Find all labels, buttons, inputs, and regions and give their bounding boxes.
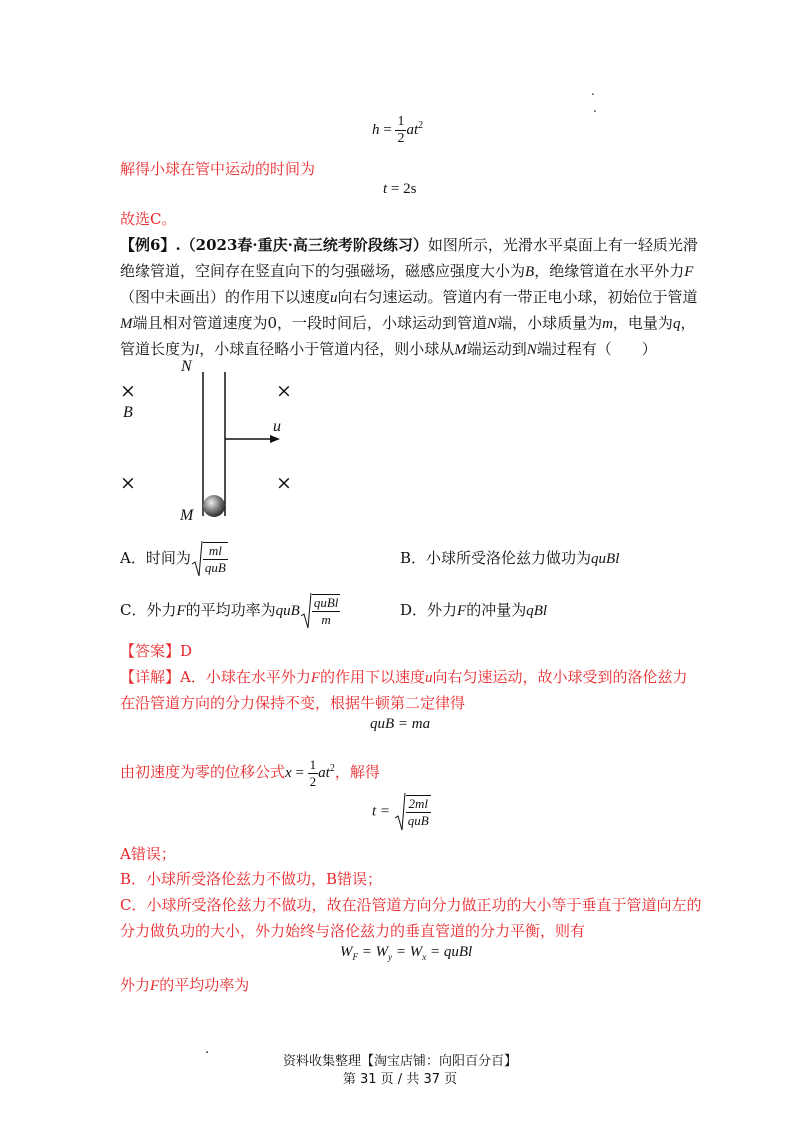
detail-c-line-1: C．小球所受洛伦兹力不做功，故在沿管道方向分力做正功的大小等于垂直于管道向左的 <box>120 896 702 914</box>
equation-quB: quB = ma <box>370 716 431 732</box>
velocity-arrowhead <box>270 435 280 443</box>
equation-t: t = 2s <box>383 181 417 197</box>
top-dot-2: . <box>593 101 597 115</box>
detail-line-1: 【详解】A．小球在水平外力F的作用下以速度u向右匀速运动，故小球受到的洛伦兹力 <box>120 668 688 686</box>
field-cross-2: × <box>276 380 292 402</box>
label-m: M <box>180 507 194 524</box>
equation-t-sqrt: t = $\frac{2ml}{\text{quB}}$ <box>372 792 431 832</box>
example-line-1: 【例6】.（2023春·重庆·高三统考阶段练习）如图所示，光滑水平桌面上有一轻质光滑 <box>120 236 698 254</box>
detail-b-line: B．小球所受洛伦兹力不做功，B错误； <box>120 870 383 888</box>
detail-a-wrong: A错误； <box>120 845 176 863</box>
footer-dot: . <box>205 1042 210 1057</box>
solve-line: 解得小球在管中运动的时间为 <box>120 160 316 178</box>
option-d[interactable]: D．外力F的冲量为qBl <box>400 601 548 619</box>
example-line-2: 绝缘管道，空间存在竖直向下的匀强磁场，磁感应强度大小为B，绝缘管道在水平外力F <box>120 262 694 280</box>
equation-work: $W_F = W_y = W_x$ = quBl <box>340 944 473 962</box>
option-a[interactable]: A．时间为 $\frac{ml}{\text{quB}}$ <box>120 543 226 575</box>
detail-c-line-2: 分力做负功的大小，外力始终与洛伦兹力的垂直管道的分力平衡，则有 <box>120 922 586 940</box>
field-cross-1: × <box>120 380 136 402</box>
ball <box>203 495 225 517</box>
label-b: B <box>123 404 133 421</box>
answer: 【答案】D <box>120 642 193 660</box>
field-cross-3: × <box>120 472 136 494</box>
example-tag: 【例6】. <box>120 236 181 254</box>
detail-c-line-3: 外力F的平均功率为 <box>120 976 250 994</box>
footer-source: 资料收集整理【淘宝店铺：向阳百分百】 <box>282 1054 517 1069</box>
detail-line-2: 在沿管道方向的分力保持不变，根据牛顿第二定律得 <box>120 694 466 712</box>
footer-page-number: 第 31 页 / 共 37 页 <box>342 1072 458 1087</box>
example-line-4: M端且相对管道速度为0，一段时间后，小球运动到管道N端，小球质量为m，电量为q， <box>120 314 696 332</box>
label-n: N <box>181 358 192 375</box>
choose-line: 故选C。 <box>120 210 177 228</box>
example-line-5: 管道长度为l，小球直径略小于管道内径，则小球从M端运动到N端过程有（ ） <box>120 340 657 358</box>
example-source: （2023春·重庆·高三统考阶段练习） <box>180 236 428 254</box>
field-cross-4: × <box>276 472 292 494</box>
detail-line-3: 由初速度为零的位移公式x = $\frac{1}{2}$ $at^2$，解得 <box>120 757 380 790</box>
option-b[interactable]: B．小球所受洛伦兹力做功为quBl <box>400 549 620 567</box>
example-line-3: （图中未画出）的作用下以速度u向右匀速运动。管道内有一带正电小球，初始位于管道 <box>120 288 698 306</box>
top-dot-1: . <box>591 84 595 98</box>
equation-h: h = $\frac{1}{2}$ $at^2$ <box>372 114 424 146</box>
option-c[interactable]: C．外力F的平均功率为quB $\frac{\text{quBl}}{m}$ <box>120 595 339 627</box>
label-u: u <box>273 418 281 435</box>
